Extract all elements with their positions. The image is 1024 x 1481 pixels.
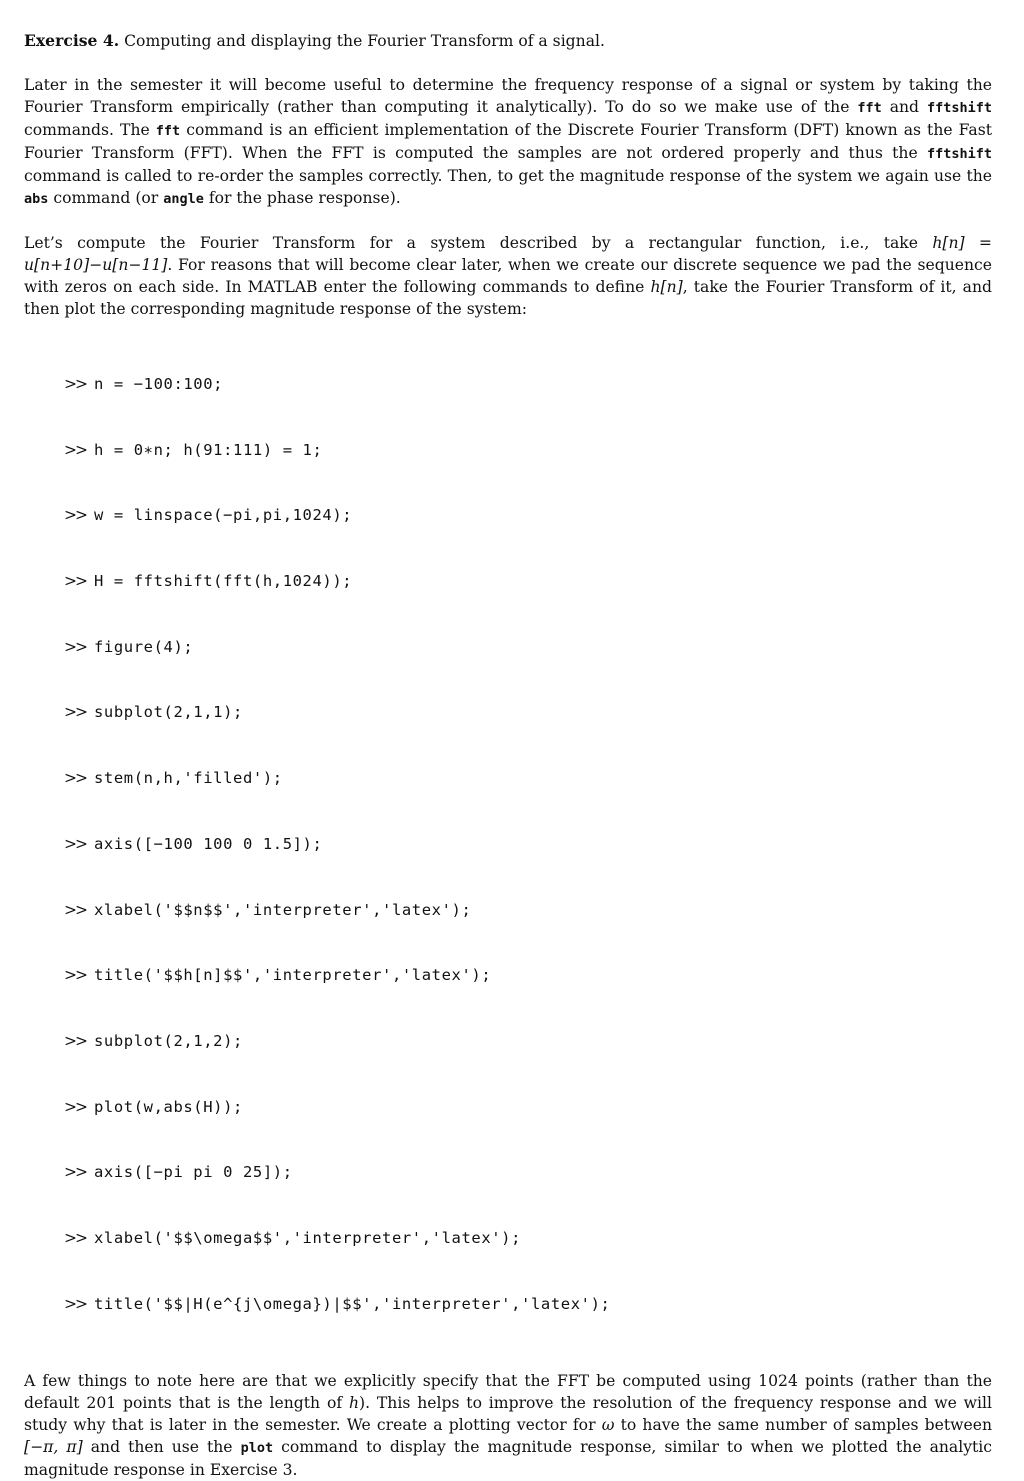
text-run: . For reasons that will become clear later, when we create our discrete sequence we pad the sequence with zeros on each side. In MATLAB enter the following commands to define	[24, 256, 992, 296]
math-expression: h[n] = u[n+10]−u[n−11]	[24, 234, 992, 274]
text-run: and	[881, 98, 927, 116]
code-text: subplot(2,1,2);	[93, 1032, 243, 1050]
text-run: ). This helps to improve the resolution of the frequency response and we will study why that is later in the semester. We create a plotting vector for	[24, 1393, 992, 1434]
notes-paragraph	[24, 1370, 992, 1481]
text-run: commands. The	[24, 121, 156, 139]
text-run: command to display the magnitude response, similar to when we plotted the analytic magnitude response in Exercise 3.	[24, 1437, 992, 1479]
exercise-label: Exercise 4.	[24, 31, 120, 50]
code-text: n = −100:100;	[93, 374, 224, 393]
text-run: and then use the	[82, 1437, 241, 1456]
code-line	[64, 1162, 992, 1184]
code-text: axis([−pi pi 0 25]);	[93, 1163, 293, 1182]
matlab-code-block	[64, 330, 992, 1360]
prompt-symbol: >>	[64, 966, 86, 985]
code-line	[64, 1097, 992, 1119]
math-expression: [−π, π]	[24, 1437, 83, 1456]
code-line	[64, 571, 992, 593]
prompt-symbol: >>	[64, 1229, 86, 1248]
code-term-fft: fft	[155, 123, 181, 139]
code-text: h = 0∗n; h(91:111) = 1;	[93, 440, 323, 459]
code-text: plot(w,abs(H));	[93, 1097, 243, 1116]
code-line	[64, 834, 992, 856]
code-line	[64, 965, 992, 987]
document-page	[24, 30, 992, 1481]
code-text: subplot(2,1,1);	[93, 703, 243, 722]
prompt-symbol: >>	[64, 440, 86, 459]
math-expression: h	[348, 1393, 360, 1412]
code-text: axis([−100 100 0 1.5]);	[93, 834, 323, 853]
prompt-symbol: >>	[64, 1097, 86, 1116]
text-run: , take the Fourier Transform of it, and then plot the corresponding magnitude response of the system:	[24, 278, 993, 318]
text-run: command (or	[48, 189, 164, 207]
code-term-abs: abs	[24, 191, 49, 207]
code-text: H = fftshift(fft(h,1024));	[93, 571, 353, 590]
exercise-title: Computing and displaying the Fourier Transform of a signal.	[124, 32, 605, 50]
prompt-symbol: >>	[64, 1163, 86, 1182]
text-run: command is called to re-order the samples correctly. Then, to get the magnitude response of the system we again use the	[24, 167, 992, 185]
code-line	[64, 440, 992, 462]
code-text: figure(4);	[93, 637, 194, 656]
exercise-heading	[24, 30, 992, 52]
code-term-fft: fft	[857, 100, 882, 116]
intro-paragraph	[24, 74, 992, 210]
prompt-symbol: >>	[64, 1032, 86, 1050]
setup-paragraph	[24, 232, 992, 320]
code-line	[64, 1228, 992, 1250]
code-text: xlabel('$$\omega$$','interpreter','latex');	[93, 1229, 522, 1248]
prompt-symbol: >>	[64, 900, 86, 919]
code-line	[64, 637, 992, 659]
text-run: to have the same number of samples between	[614, 1415, 992, 1434]
code-line	[64, 768, 992, 790]
code-text: title('$$h[n]$$','interpreter','latex');	[93, 966, 492, 985]
math-expression: ω	[601, 1415, 615, 1434]
text-run: A few things to note here are that we explicitly specify that the FFT be computed using 1024 points (rather than the default 201 points that is the length of	[24, 1371, 992, 1412]
code-text: w = linspace(−pi,pi,1024);	[93, 506, 353, 525]
code-text: title('$$|H(e^{j\omega})|$$','interpreter','latex');	[93, 1294, 611, 1313]
code-line	[64, 702, 992, 724]
code-line	[64, 505, 992, 527]
text-run: Let’s compute the Fourier Transform for a system described by a rectangular function, i.e., take	[24, 234, 933, 252]
prompt-symbol: >>	[64, 637, 86, 656]
prompt-symbol: >>	[64, 834, 86, 853]
text-run: Later in the semester it will become useful to determine the frequency response of a signal or system by taking the Fourier Transform empirically (rather than computing it analytically). To do so we make use of the	[24, 76, 992, 116]
code-line	[64, 1294, 992, 1316]
code-term-fftshift: fftshift	[926, 146, 992, 162]
code-line	[64, 900, 992, 922]
code-line	[64, 1031, 992, 1053]
text-run: command is an efficient implementation of the Discrete Fourier Transform (DFT) known as the Fast Fourier Transform (FFT). When the FFT is computed the samples are not ordered properly and thus the	[24, 121, 992, 162]
code-text: stem(n,h,'filled');	[93, 769, 283, 788]
math-expression: h[n]	[650, 278, 683, 296]
prompt-symbol: >>	[64, 571, 86, 590]
prompt-symbol: >>	[64, 506, 86, 525]
text-run: for the phase response).	[203, 189, 401, 207]
prompt-symbol: >>	[64, 703, 86, 722]
prompt-symbol: >>	[64, 1294, 86, 1313]
code-line	[64, 374, 992, 396]
code-term-plot: plot	[240, 1439, 274, 1456]
code-term-angle: angle	[163, 191, 204, 207]
prompt-symbol: >>	[64, 769, 86, 788]
code-term-fftshift: fftshift	[926, 100, 992, 116]
prompt-symbol: >>	[64, 374, 86, 393]
code-text: xlabel('$$n$$','interpreter','latex');	[93, 900, 472, 919]
